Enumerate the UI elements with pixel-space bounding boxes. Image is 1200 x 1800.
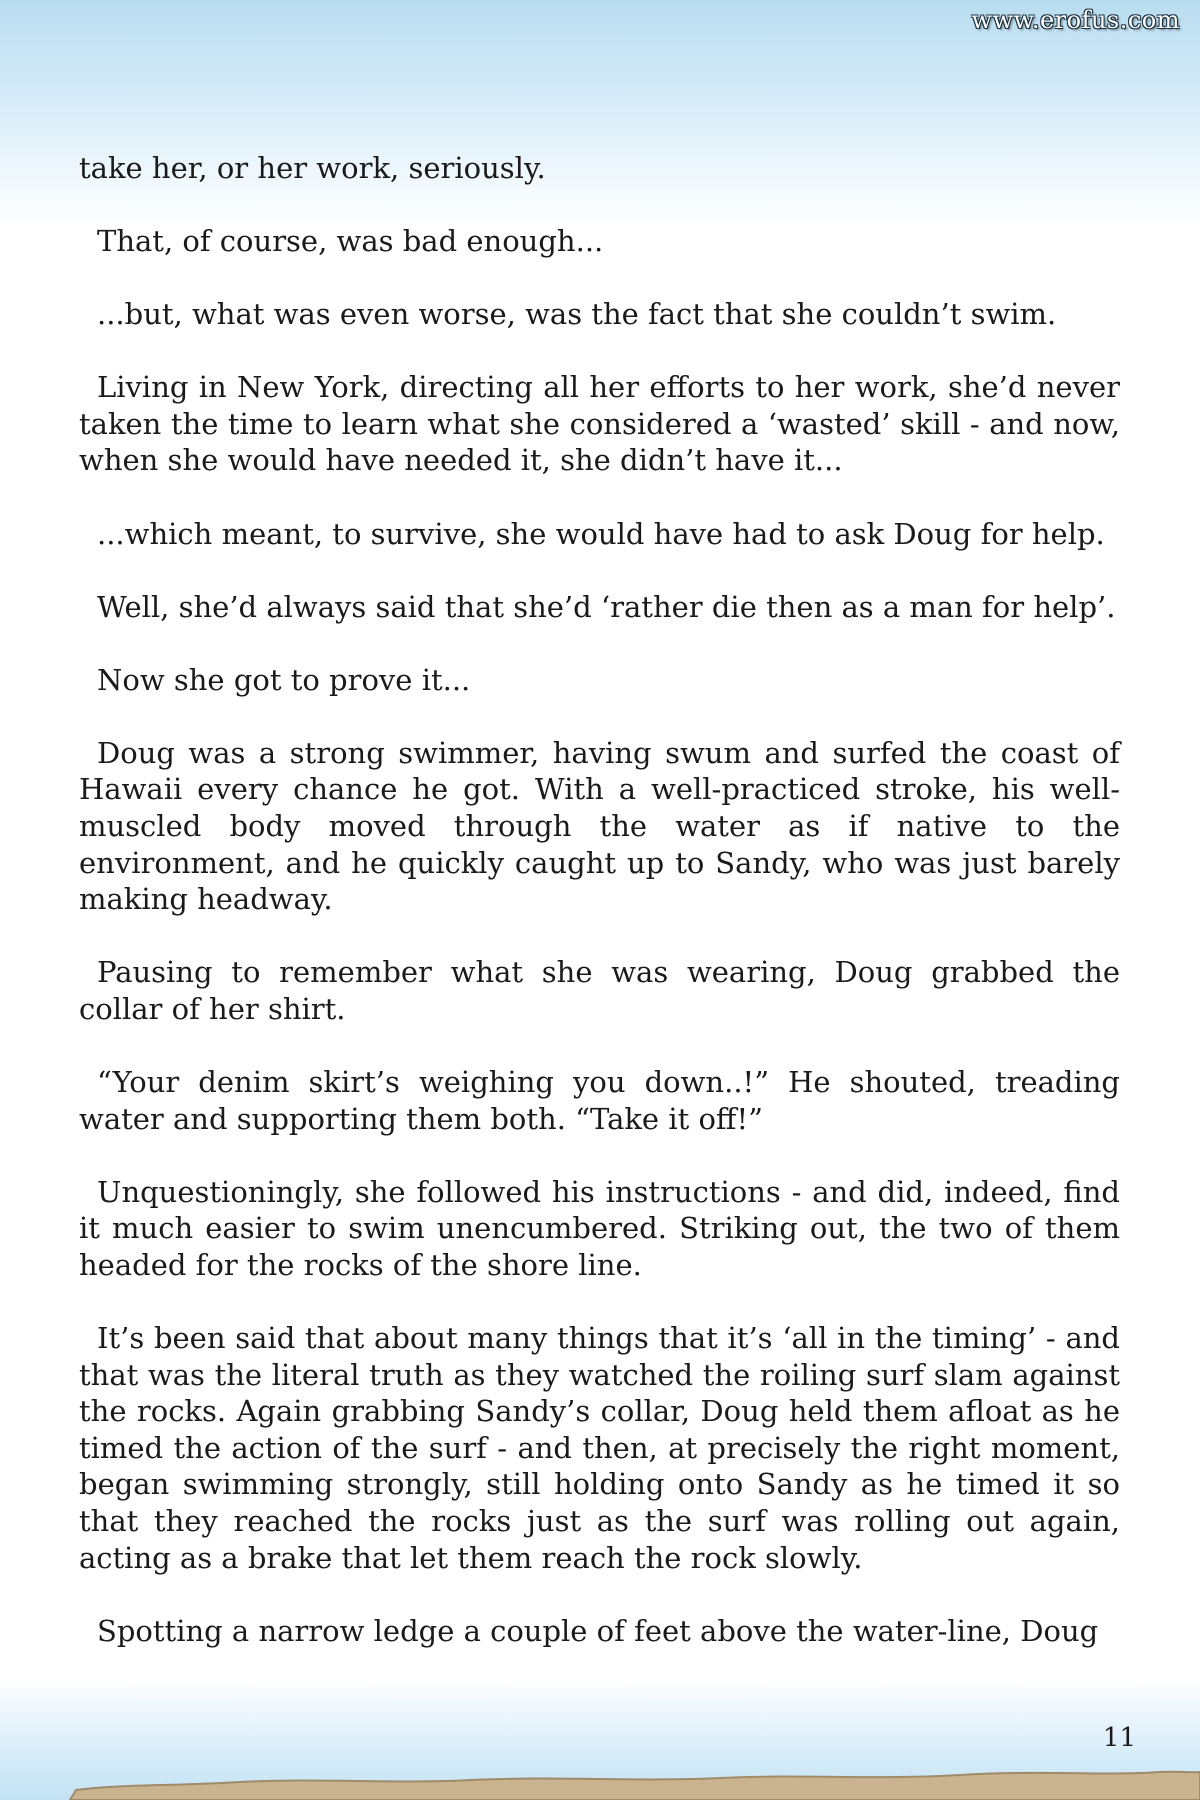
- paragraph: “Your denim skirt’s weighing you down..!” He shouted, treading water and supporting them both. “Take it off!”: [79, 1065, 1120, 1136]
- paragraph: ...which meant, to survive, she would have had to ask Doug for help.: [97, 516, 1105, 551]
- paragraph: It’s been said that about many things that it’s ‘all in the timing’ - and that was the literal truth as they watched the roiling surf slam against the rocks. Again grabbing Sandy’s collar, Doug held them afloat as he timed the action of the surf - and then, at precisely the right moment, began swimming strongly, still holding onto Sandy as he timed it so that they reached the rocks just as the surf was rolling out again, acting as a brake that let them reach the rock slowly.: [79, 1320, 1120, 1575]
- paragraph: take her, or her work, seriously.: [79, 151, 546, 185]
- paragraph: Unquestioningly, she followed his instructions - and did, indeed, find it much easier to swim unencumbered. Striking out, the two of them headed for the rocks of the shore line.: [79, 1174, 1120, 1282]
- paragraph: Spotting a narrow ledge a couple of feet above the water-line, Doug: [97, 1613, 1099, 1648]
- paragraph: Pausing to remember what she was wearing, Doug grabbed the collar of her shirt.: [79, 955, 1120, 1026]
- paragraph: ...but, what was even worse, was the fact that she couldn’t swim.: [97, 297, 1057, 332]
- paragraph: Doug was a strong swimmer, having swum and surfed the coast of Hawaii every chance he got. With a well-practiced stroke, his well-muscled body moved through the water as if native to the environment, and he quickly caught up to Sandy, who was just barely making headway.: [79, 735, 1120, 917]
- page-number: 11: [1102, 1723, 1136, 1753]
- paragraph: Living in New York, directing all her efforts to her work, she’d never taken the time to learn what she considered a ‘wasted’ skill - and now, when she would have needed it, she didn’t have it...: [79, 370, 1120, 478]
- story-text: [79, 150, 1120, 1649]
- paragraph: Now she got to prove it...: [97, 662, 471, 697]
- sand-shape: [70, 1772, 1200, 1800]
- paragraph: Well, she’d always said that she’d ‘rather die then as a man for help’.: [97, 589, 1116, 624]
- paragraph: That, of course, was bad enough...: [97, 224, 604, 259]
- watermark: www.erofus.com: [971, 6, 1180, 34]
- sand-shoreline: [0, 1760, 1200, 1800]
